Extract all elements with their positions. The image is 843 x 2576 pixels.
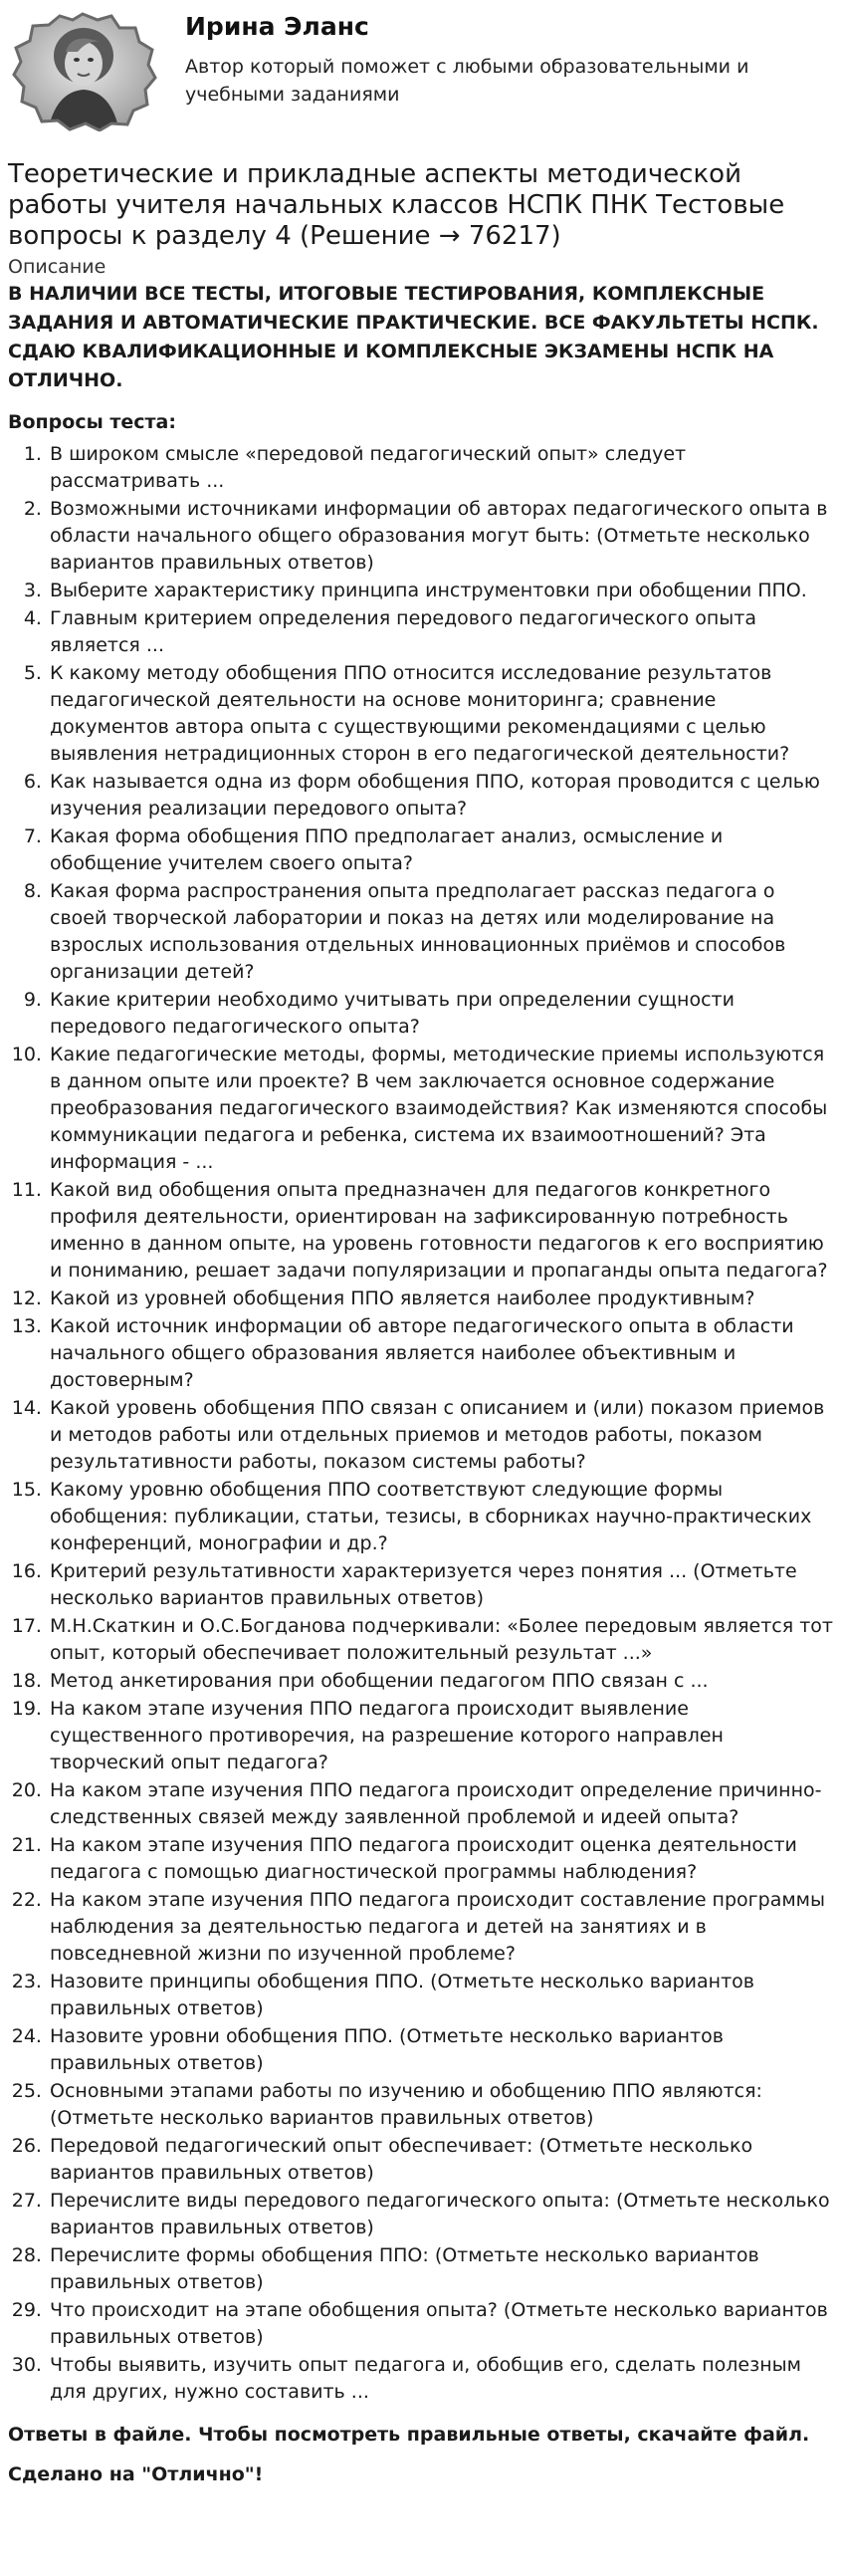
question-item: 9. Какие критерии необходимо учитывать при определении сущности передового педагогического опыта? bbox=[48, 987, 834, 1041]
question-item: 30. Чтобы выявить, изучить опыт педагога и, обобщив его, сделать полезным для других, нужно составить ... bbox=[48, 2352, 834, 2406]
answers-note: Ответы в файле. Чтобы посмотреть правильные ответы, скачайте файл. bbox=[8, 2424, 810, 2446]
work-title: Теоретические и прикладные аспекты методической работы учителя начальных классов НСПК ПНК Тестовые вопросы к разделу 4 (Решение → 76217) bbox=[8, 159, 785, 251]
question-item: 21. На каком этапе изучения ППО педагога происходит оценка деятельности педагога с помощью диагностической программы наблюдения? bbox=[48, 1832, 834, 1886]
author-avatar[interactable] bbox=[8, 12, 157, 131]
avatar-photo-icon bbox=[8, 12, 157, 131]
question-item: 14. Какой уровень обобщения ППО связан с описанием и (или) показом приемов и методов работы или отдельных приемов и методов работы, показом результативности работы, показом системы работы? bbox=[48, 1395, 834, 1476]
question-item: 7. Какая форма обобщения ППО предполагает анализ, осмысление и обобщение учителем своего опыта? bbox=[48, 823, 834, 877]
question-item: 1. В широком смысле «передовой педагогический опыт» следует рассматривать ... bbox=[48, 441, 834, 495]
question-item: 2. Возможными источниками информации об авторах педагогического опыта в области начального общего образования могут быть: (Отметьте несколько вариантов правильных ответов) bbox=[48, 496, 834, 577]
question-item: 25. Основными этапами работы по изучению и обобщению ППО являются: (Отметьте несколько вариантов правильных ответов) bbox=[48, 2078, 834, 2132]
question-item: 24. Назовите уровни обобщения ППО. (Отметьте несколько вариантов правильных ответов) bbox=[48, 2023, 834, 2077]
question-item: 3. Выберите характеристику принципа инструментовки при обобщении ППО. bbox=[48, 578, 834, 604]
author-name[interactable]: Ирина Эланс bbox=[185, 12, 369, 41]
question-item: 5. К какому методу обобщения ППО относится исследование результатов педагогической деятельности на основе мониторинга; сравнение документов автора опыта с существующими рекомендациями с целью выявления нетрадиционных сторон в его педагогической деятельности? bbox=[48, 660, 834, 768]
author-info bbox=[185, 10, 802, 109]
question-item: 10. Какие педагогические методы, формы, методические приемы используются в данном опыте или проекте? В чем заключается основное содержание преобразования педагогического взаимодействия? Как изменяются способы коммуникации педагога и ребенка, система их взаимоотношений? Эта информация - ... bbox=[48, 1042, 834, 1176]
question-item: 18. Метод анкетирования при обобщении педагогом ППО связан с ... bbox=[48, 1668, 834, 1695]
question-item: 20. На каком этапе изучения ППО педагога происходит определение причинно-следственных связей между заявленной проблемой и идеей опыта? bbox=[48, 1777, 834, 1831]
question-item: 17. М.Н.Скаткин и О.С.Богданова подчеркивали: «Более передовым является тот опыт, который обеспечивает положительный результат ...» bbox=[48, 1613, 834, 1667]
question-item: 28. Перечислите формы обобщения ППО: (Отметьте несколько вариантов правильных ответов) bbox=[48, 2242, 834, 2296]
author-card bbox=[8, 10, 835, 149]
description-text: В НАЛИЧИИ ВСЕ ТЕСТЫ, ИТОГОВЫЕ ТЕСТИРОВАНИЯ, КОМПЛЕКСНЫЕ ЗАДАНИЯ И АВТОМАТИЧЕСКИЕ ПРАКТИЧЕСКИЕ. ВСЕ ФАКУЛЬТЕТЫ НСПК. СДАЮ КВАЛИФИКАЦИОННЫЕ И КОМПЛЕКСНЫЕ ЭКЗАМЕНЫ НСПК НА ОТЛИЧНО. bbox=[8, 283, 819, 391]
question-item: 27. Перечислите виды передового педагогического опыта: (Отметьте несколько вариантов правильных ответов) bbox=[48, 2188, 834, 2241]
question-item: 26. Передовой педагогический опыт обеспечивает: (Отметьте несколько вариантов правильных ответов) bbox=[48, 2133, 834, 2187]
question-item: 11. Какой вид обобщения опыта предназначен для педагогов конкретного профиля деятельности, ориентирован на зафиксированную потребность именно в данном опыте, на уровень готовности педагогов к его восприятию и пониманию, решает задачи популяризации и пропаганды опыта педагога? bbox=[48, 1177, 834, 1285]
questions-list bbox=[8, 441, 834, 2406]
question-item: 22. На каком этапе изучения ППО педагога происходит составление программы наблюдения за деятельностью педагога и детей на занятиях и в повседневной жизни по изученной проблеме? bbox=[48, 1887, 834, 1968]
question-item: 6. Как называется одна из форм обобщения ППО, которая проводится с целью изучения реализации передового опыта? bbox=[48, 769, 834, 822]
question-item: 16. Критерий результативности характеризуется через понятия ... (Отметьте несколько вариантов правильных ответов) bbox=[48, 1558, 834, 1612]
grade-note: Сделано на "Отлично"! bbox=[8, 2463, 264, 2485]
question-item: 19. На каком этапе изучения ППО педагога происходит выявление существенного противоречия, на разрешение которого направлен творческий опыт педагога? bbox=[48, 1696, 834, 1776]
question-item: 12. Какой из уровней обобщения ППО является наиболее продуктивным? bbox=[48, 1286, 834, 1312]
questions-heading: Вопросы теста: bbox=[8, 411, 176, 433]
question-item: 4. Главным критерием определения передового педагогического опыта является ... bbox=[48, 605, 834, 659]
question-item: 8. Какая форма распространения опыта предполагает рассказ педагога о своей творческой лаборатории и показ на детях или моделирование на взрослых использования отдельных инновационных приёмов и способов организации детей? bbox=[48, 878, 834, 986]
author-description: Автор который поможет с любыми образовательными и учебными заданиями bbox=[185, 56, 749, 106]
description-label: Описание bbox=[8, 256, 106, 278]
question-item: 29. Что происходит на этапе обобщения опыта? (Отметьте несколько вариантов правильных ответов) bbox=[48, 2297, 834, 2351]
question-item: 15. Какому уровню обобщения ППО соответствуют следующие формы обобщения: публикации, статьи, тезисы, в сборниках научно-практических конференций, монографии и др.? bbox=[48, 1477, 834, 1557]
question-item: 13. Какой источник информации об авторе педагогического опыта в области начального общего образования является наиболее объективным и достоверным? bbox=[48, 1313, 834, 1394]
question-item: 23. Назовите принципы обобщения ППО. (Отметьте несколько вариантов правильных ответов) bbox=[48, 1969, 834, 2022]
